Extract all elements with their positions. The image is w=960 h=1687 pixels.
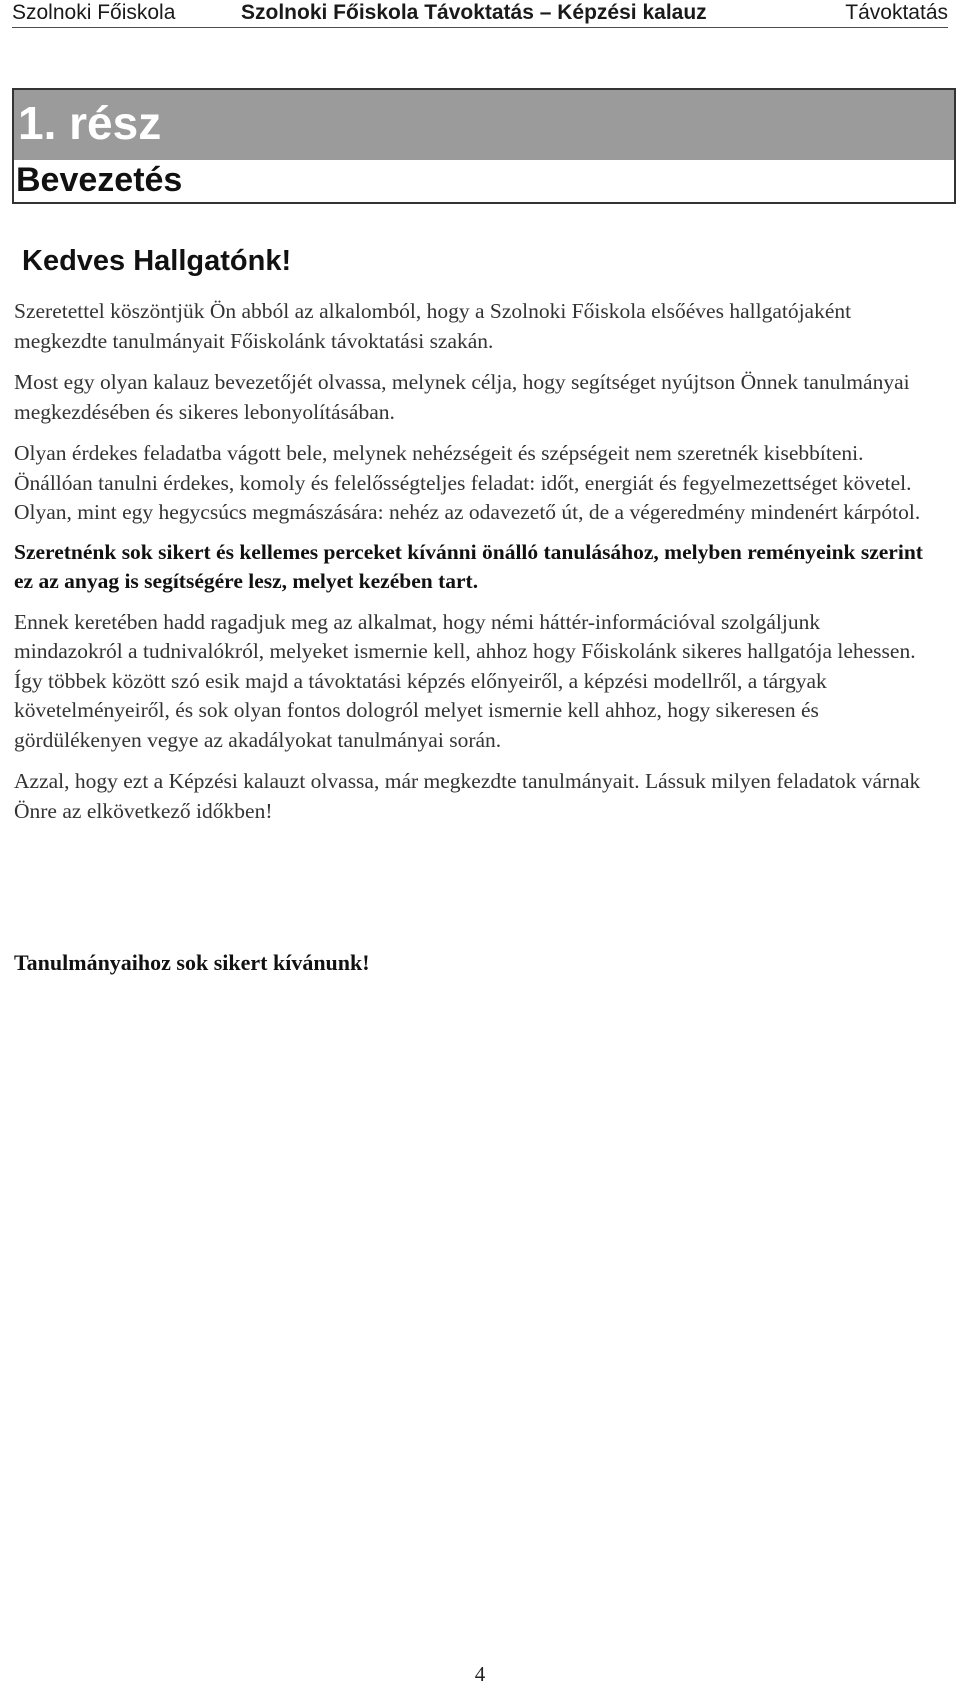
- paragraph: Most egy olyan kalauz bevezetőjét olvassa, melynek célja, hogy segítséget nyújtson Önnek tanulmányai megkezdésében és sikeres lebonyolításában.: [14, 370, 910, 424]
- paragraph: Olyan érdekes feladatba vágott bele, melynek nehézségeit és szépségeit nem szeretnék kisebbíteni. Önállóan tanulni érdekes, komoly és felelősségteljes feladat: időt, energiát és fegyelmezettséget követel. Olyan, mint egy hegycsúcs megmászására: nehéz az odavezető út, de a végeredmény mindenért kárpótol.: [14, 441, 921, 524]
- chapter-number: 1. rész: [18, 97, 162, 149]
- paragraph: Szeretettel köszöntjük Ön abból az alkalomból, hogy a Szolnoki Főiskola elsőéves hallgatójaként megkezdte tanulmányait Főiskolánk távoktatási szakán.: [14, 299, 852, 353]
- page-header: [12, 0, 948, 28]
- greeting-heading: Kedves Hallgatónk!: [22, 245, 292, 277]
- page-number: 4: [474, 1662, 486, 1686]
- bold-paragraph: Szeretnénk sok sikert és kellemes perceket kívánni önálló tanulásához, melyben reményeink szerint ez az anyag is segítségére lesz, melyet kezében tart.: [14, 539, 923, 593]
- chapter-title: Bevezetés: [16, 161, 183, 199]
- paragraph: Azzal, hogy ezt a Képzési kalauzt olvassa, már megkezdte tanulmányait. Lássuk milyen feladatok várnak Önre az elkövetkező időkben!: [14, 769, 921, 823]
- closing-line: Tanulmányaihoz sok sikert kívánunk!: [14, 950, 370, 975]
- paragraph: Ennek keretében hadd ragadjuk meg az alkalmat, hogy némi háttér-információval szolgáljunk mindazokról a tudnivalókról, melyeket ismernie kell, ahhoz hogy Főiskolánk sikeres hallgatója lehessen. Így többek között szó esik majd a távoktatási képzés előnyeiről, a képzési modellről, a tárgyak követelményeiről, és sok olyan fontos dologról melyet ismernie kell ahhoz, hogy sikeresen és gördülékenyen vegye az akadályokat tanulmányai során.: [14, 609, 916, 752]
- header-right-text: Távoktatás: [845, 1, 948, 24]
- body-text: [14, 297, 934, 838]
- chapter-heading-box: [12, 88, 956, 204]
- header-center-title: Szolnoki Főiskola Távoktatás – Képzési kalauz: [241, 1, 707, 24]
- header-left-text: Szolnoki Főiskola: [12, 1, 176, 24]
